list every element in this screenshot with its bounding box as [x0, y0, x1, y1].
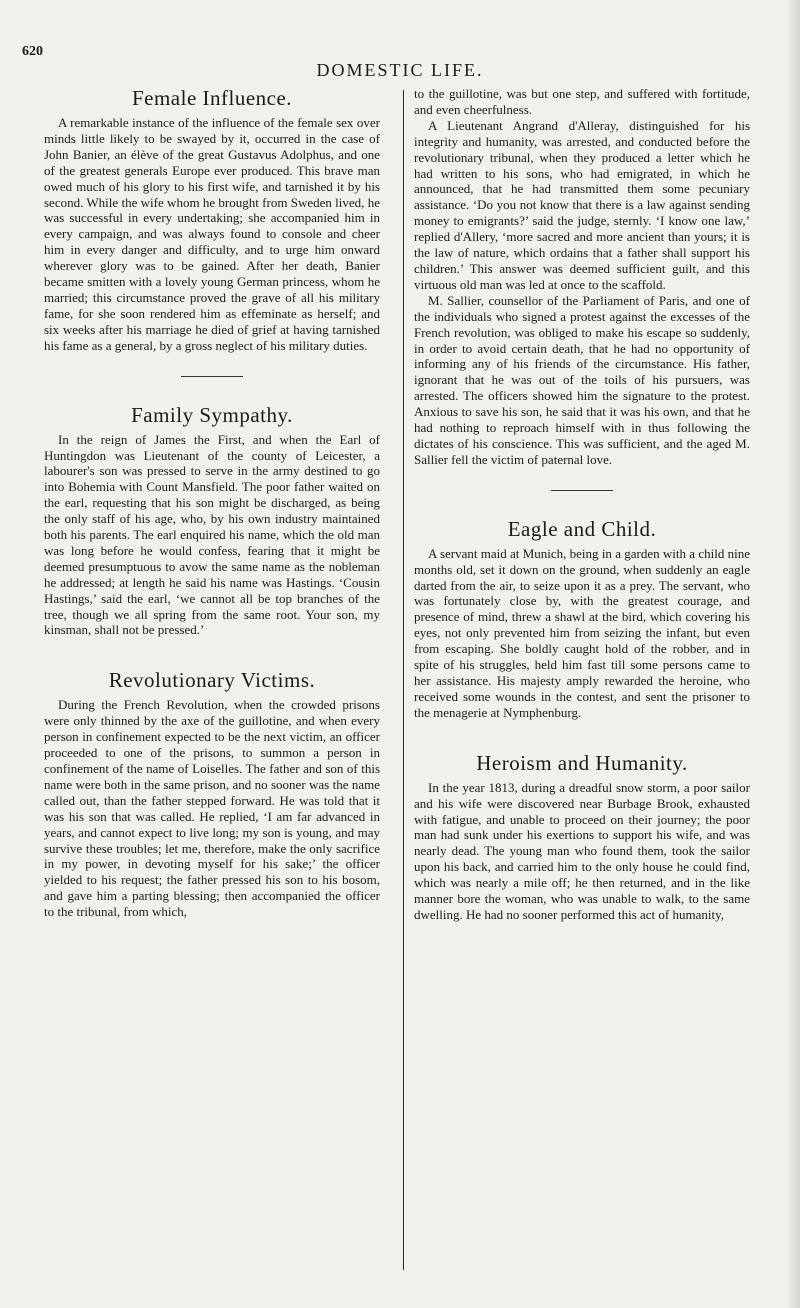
paragraph: A remarkable instance of the influence of the female sex over minds little likely to be swayed by it, occurred in the case of John Banier, an élève of the great Gustavus Adolphus, and one of the greatest generals Europe ever produced. This brave man owed much of his glory to his first wife, and tarnished it by his second. While the wife whom he brought from Sweden lived, he was successful in every undertaking; she accompanied him in every campaign, and was always found to console and cheer him in every danger and difficulty, and to urge him onward wherever glory was to be gained. After her death, Banier became smitten with a lovely young German princess, whom he married; this circumstance proved the grave of all his military fame, for she soon rendered him as effeminate as herself; and six weeks after his marriage he died of grief at having tarnished his fame as a general, by a gross neglect of his military duties. — [44, 115, 380, 353]
section-heading: Revolutionary Victims. — [108, 668, 316, 693]
section-heading: Heroism and Humanity. — [476, 750, 688, 775]
section-eagle-and-child — [414, 517, 750, 721]
section-continuation — [414, 86, 750, 468]
section-female-influence — [44, 86, 380, 354]
section-divider — [551, 490, 613, 491]
paragraph: In the reign of James the First, and when the Earl of Huntingdon was Lieutenant of the county of Leicester, a labourer's son was pressed to serve in the army destined to go into Bohemia with Count Mansfield. The poor father waited on the earl, requesting that his son might be discharged, as being the only staff of his age, who, by his own industry maintained both his parents. The earl enquired his name, which the old man was long before he would confess, fearing that it might be deemed presumptuous to avow the same name as the nobleman he addressed; at length he said his name was Hastings. ‘Cousin Hastings,’ said the earl, ‘we cannot all be top branches of the tree, though we all spring from the same root. Your son, my kinsman, shall not be pressed.’ — [44, 431, 380, 638]
paragraph: to the guillotine, was but one step, and suffered with fortitude, and even cheerfulness. — [414, 86, 750, 117]
page-number: 620 — [22, 44, 43, 59]
section-heroism-and-humanity — [414, 751, 750, 923]
left-column — [44, 86, 380, 920]
paragraph: A Lieutenant Angrand d'Alleray, distinguished for his integrity and humanity, was arrested, and conducted before the revolutionary tribunal, when they produced a letter which he had written to his sons, who had emigrated, in which he announced, that he had transmitted them some pecuniary assistance. ‘Do you not know that there is a law against sending money to emigrants?’ said the judge, sternly. ‘I know one law,’ replied d'Allery, ‘more sacred and more ancient than yours; it is the law of nature, which ordains that a father shall support his children.’ This answer was deemed sufficient guilt, and this virtuous old man was led at once to the scaffold. — [414, 117, 750, 292]
section-revolutionary-victims — [44, 668, 380, 920]
paragraph: In the year 1813, during a dreadful snow storm, a poor sailor and his wife were discovered near Burbage Brook, exhausted with fatigue, and unable to proceed on their journey; the poor man had sunk under his exertions to support his wife, and was nearly dead. The young man who found them, took the sailor upon his back, and carried him to the only house he could find, which was nearly a mile off; he then returned, and in the like manner bore the woman, who was unable to walk, to the same dwelling. He had no sooner performed this act of humanity, — [414, 779, 750, 922]
paragraph: M. Sallier, counsellor of the Parliament of Paris, and one of the individuals who signed a protest against the excesses of the French revolution, was obliged to make his escape so suddenly, in order to avoid certain death, that he had no opportunity of informing any of his friends of the circumstance. His father, ignorant that he was out of the toils of his pursuers, was arrested. The officers showed him the signature to the protest. Anxious to save his son, he said that it was his own, and that he had nothing to reproach himself with in thus following the dictates of his conscience. This was sufficient, and the aged M. Sallier fell the victim of paternal love. — [414, 292, 750, 467]
paragraph: A servant maid at Munich, being in a garden with a child nine months old, set it down on the ground, when suddenly an eagle darted from the air, to seize upon it as a prey. The servant, who was fortunately close by, with the greatest courage, and presence of mind, threw a shawl at the bird, which covering his eyes, not only prevented him from seizing the infant, but even from escaping. She boldly caught hold of the robber, and in spite of his struggles, held him fast till some persons came to her assistance. His majesty amply rewarded the heroine, who received some wounds in the contest, and sent the prisoner to the menagerie at Nymphenburg. — [414, 545, 750, 720]
paragraph: During the French Revolution, when the crowded prisons were only thinned by the axe of the guillotine, and when every person in confinement expected to be the next victim, an officer proceeded to one of the prisons, to summon a person in confinement of the name of Loiselles. The father and son of this name were both in the same prison, and no sooner was the name called out, than the father stepped forward. He was told that it was his son that was called. He replied, ‘I am far advanced in years, and cannot expect to live long; my son is young, and may survive these troubles; let me, therefore, make the only sacrifice in my power, in devoting myself for his sake;’ the officer yielded to his request; the father pressed his son to his bosom, and gave him a parting blessing; then accompanied the officer to the tribunal, from which, — [44, 697, 380, 920]
page-edge-shadow — [786, 0, 800, 1308]
section-heading: Female Influence. — [131, 86, 293, 110]
section-heading: Eagle and Child. — [507, 516, 657, 541]
section-heading: Family Sympathy. — [131, 402, 293, 427]
section-family-sympathy — [44, 403, 380, 639]
running-head: DOMESTIC LIFE. — [316, 60, 484, 80]
right-column — [414, 86, 750, 923]
column-rule — [403, 90, 404, 1270]
section-divider — [181, 376, 243, 377]
